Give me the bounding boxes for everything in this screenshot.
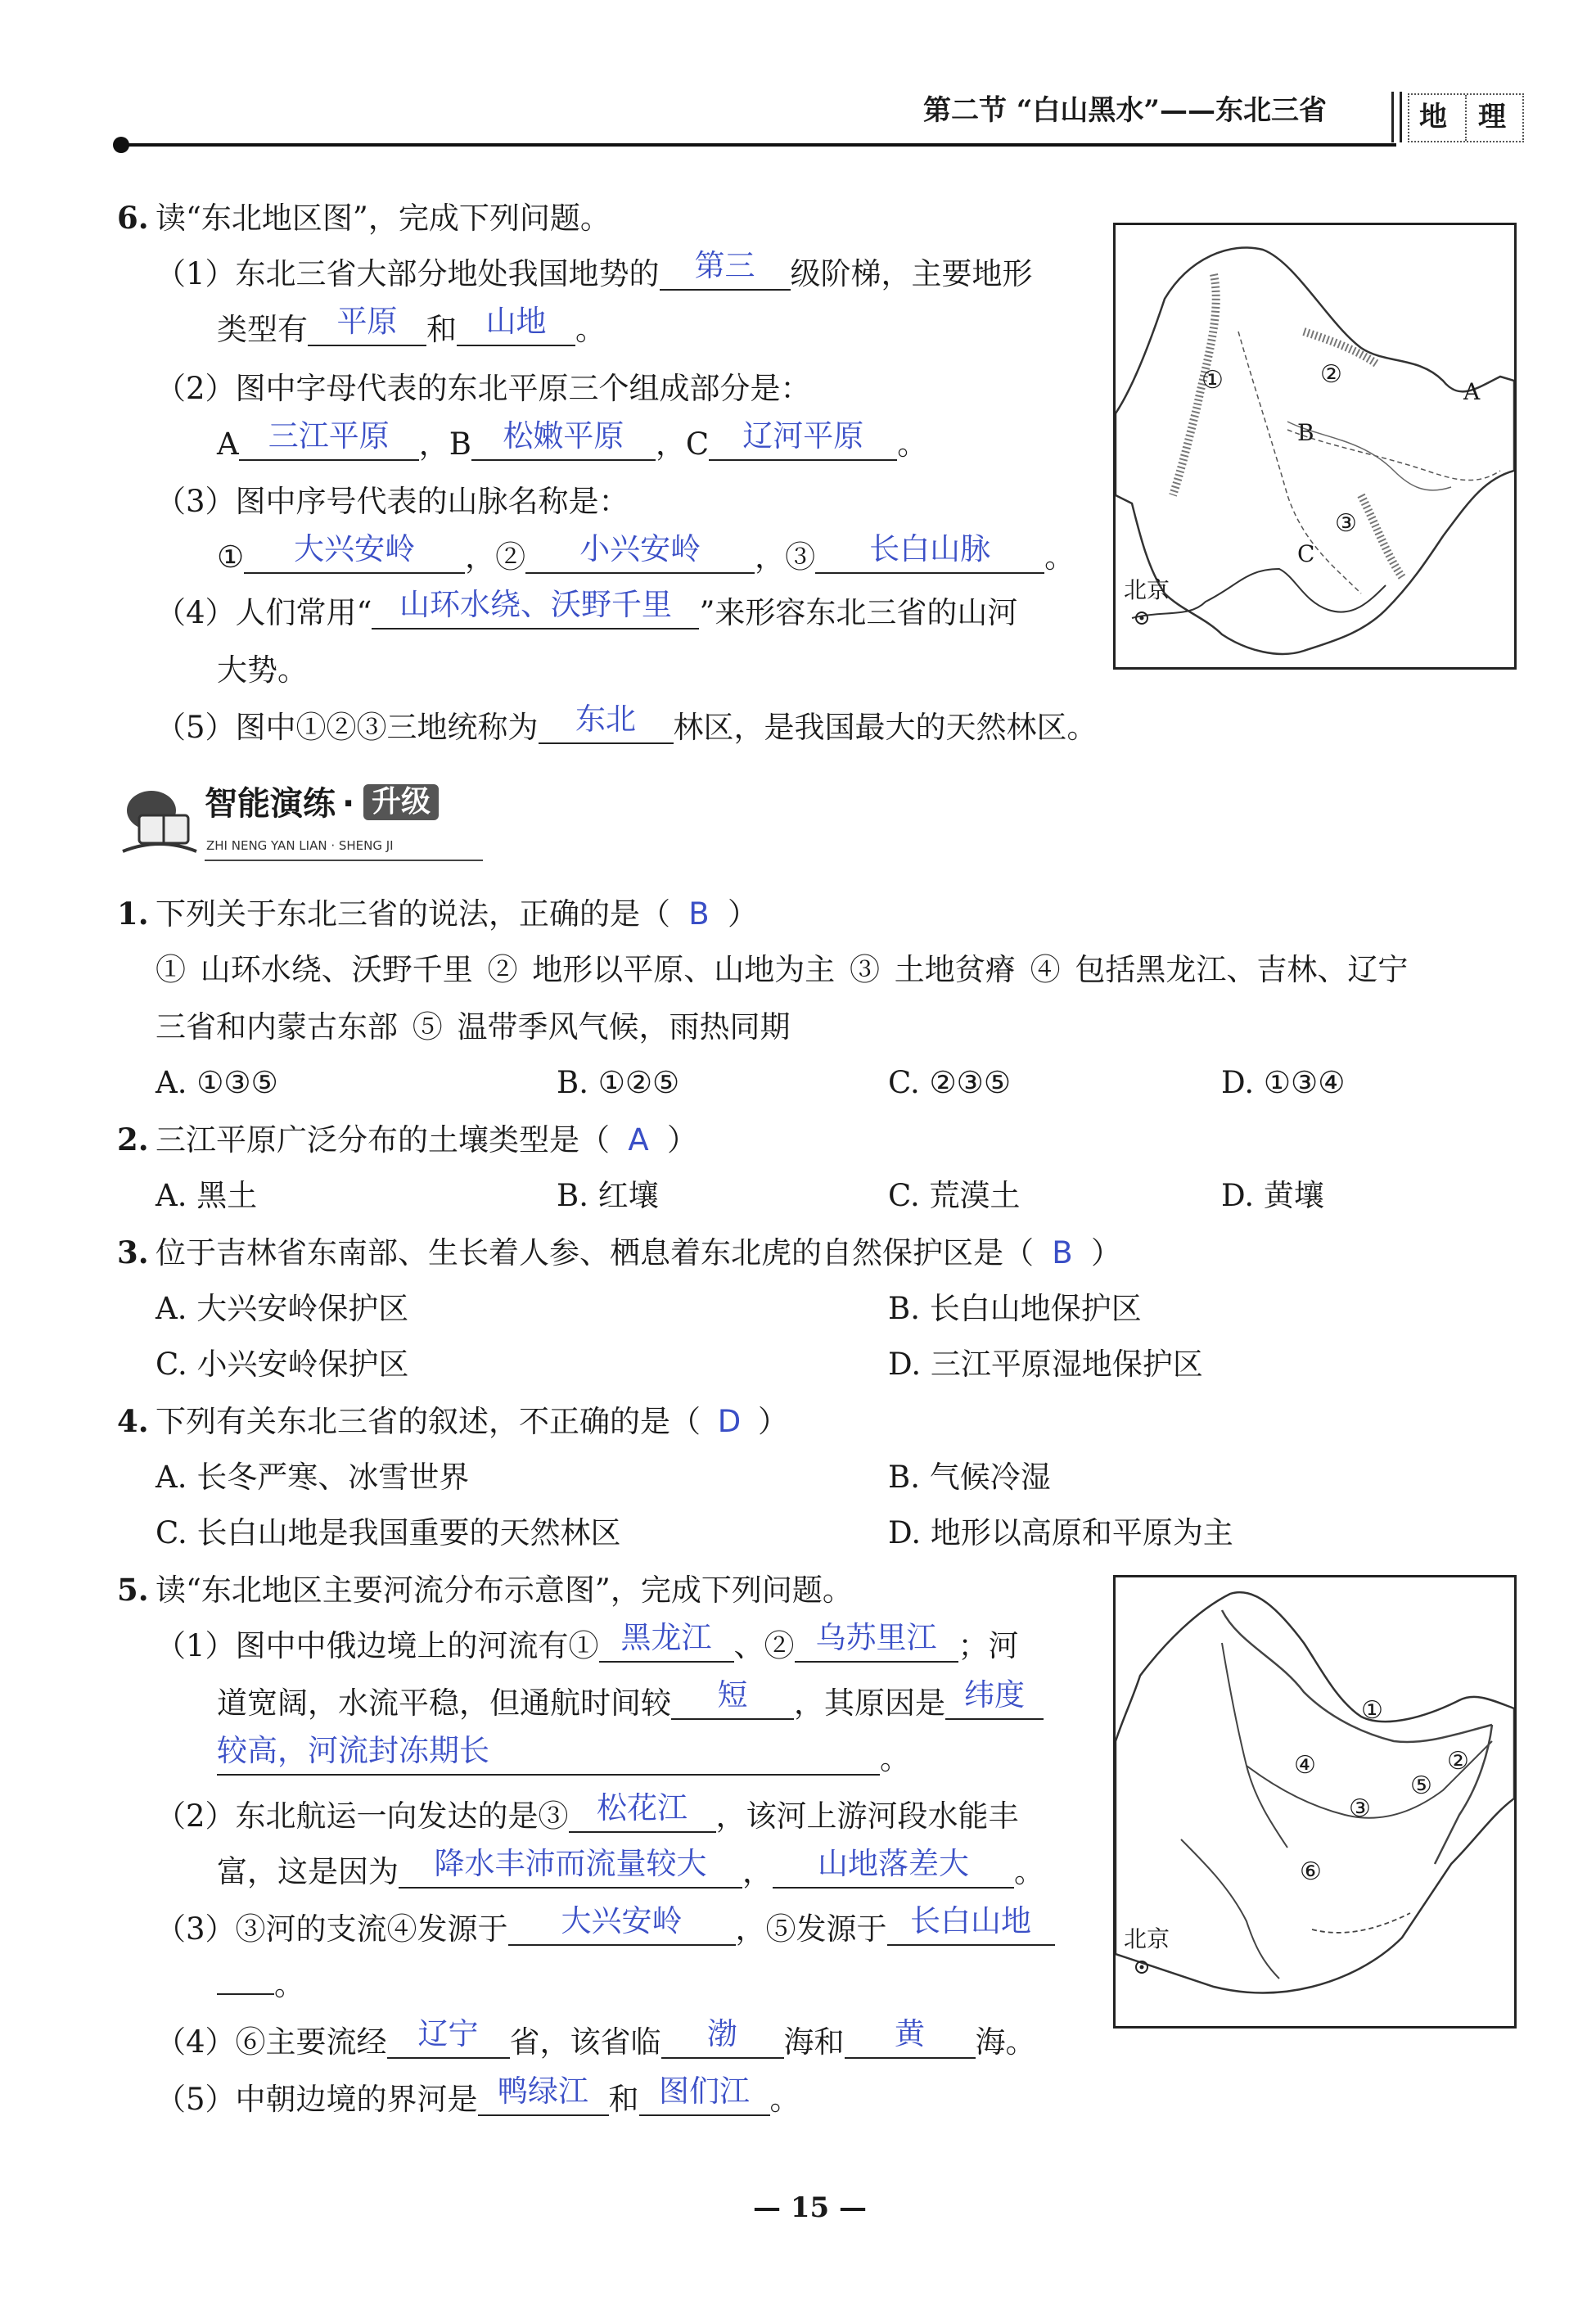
q5-p3-blank2-cont[interactable]	[217, 1993, 274, 1995]
q6-stem: 读“东北地区图”，完成下列问题。	[156, 201, 611, 236]
q5-p1-answer4a: 纬度	[964, 1677, 1025, 1713]
map1-label-1: ①	[1202, 366, 1224, 395]
q5-p5-blank2[interactable]	[639, 2074, 770, 2116]
q5-p3-text-a: （3）③河的支流④发源于	[156, 1911, 508, 1947]
section-title: 智能演练	[205, 785, 336, 823]
map1-label-b: B	[1297, 419, 1314, 446]
q5-p2-answer3: 山地落差大	[818, 1846, 969, 1881]
q6-p3-answer-1: 大兴安岭	[294, 531, 416, 566]
q6-p1-blank1[interactable]	[660, 248, 791, 291]
q5-p2-blank3[interactable]	[773, 1846, 1014, 1889]
mc3-option-b[interactable]: B. 长白山地保护区	[888, 1291, 1142, 1326]
q5-p1-answer2: 乌苏里江	[815, 1620, 937, 1655]
map1-city-dot	[1140, 616, 1144, 621]
q5-p5-answer1: 鸭绿江	[498, 2074, 589, 2109]
q6-p3-end: 。	[1044, 539, 1075, 575]
book-reader-icon	[115, 778, 205, 860]
q5-part1-line1	[156, 1620, 1019, 1663]
mc1-stem-text: 下列关于东北三省的说法，正确的是（	[156, 896, 670, 932]
mc3-stem-text: 位于吉林省东南部、生长着人参、栖息着东北虎的自然保护区是（	[156, 1235, 1034, 1270]
section-subtitle: ZHI NENG YAN LIAN · SHENG JI	[206, 838, 394, 853]
mc2-option-d[interactable]: D. 黄壤	[1221, 1178, 1324, 1213]
q6-p2-answer-b: 松嫩平原	[503, 418, 624, 454]
q5-p2-text-b: ，该河上游河段水能丰	[715, 1798, 1019, 1834]
mc1-stem	[156, 896, 758, 932]
mc2-option-a[interactable]: A. 黑土	[156, 1178, 258, 1213]
q6-p2-end: 。	[897, 426, 928, 462]
q6-p1-text-b: 级阶梯，主要地形	[790, 256, 1033, 291]
map1-label-2: ②	[1320, 360, 1342, 389]
q6-p1-answer1: 第三	[694, 248, 755, 283]
subject-char-2: 理	[1478, 101, 1506, 133]
subject-sep	[1465, 95, 1467, 141]
mc1-option-b[interactable]: B. ①②⑤	[557, 1065, 680, 1100]
map2-label-1: ①	[1361, 1696, 1383, 1725]
q5-p4-blank3[interactable]	[845, 2016, 976, 2059]
mc4-option-d[interactable]: D. 地形以高原和平原为主	[888, 1515, 1233, 1550]
mc2-option-b[interactable]: B. 红壤	[557, 1178, 659, 1213]
mc2-option-c[interactable]: C. 荒漠土	[888, 1178, 1021, 1213]
q5-p1-answer3: 短	[717, 1677, 748, 1713]
header-rule	[123, 143, 1396, 147]
mc1-answer: B	[688, 896, 710, 932]
q5-p3-answer2: 长白山地	[910, 1903, 1032, 1938]
map2-river-nen	[1222, 1643, 1287, 1848]
mc3-stem-close: ）	[1091, 1235, 1121, 1270]
map2-city-label: 北京	[1124, 1925, 1170, 1952]
q5-part2-line1	[156, 1790, 1019, 1834]
northeast-map	[1113, 223, 1517, 670]
mc1-number: 1.	[117, 896, 149, 932]
q5-p5-text-b: 和	[608, 2082, 639, 2117]
q5-p1-blank4[interactable]	[945, 1677, 1044, 1720]
chapter-title: 第二节 “白山黑水”——东北三省	[923, 94, 1327, 127]
mc2-answer: A	[628, 1122, 649, 1158]
q5-p1-end: 。	[880, 1741, 910, 1776]
map1-label-c: C	[1297, 540, 1315, 567]
q5-p2-text-c: 富，这是因为	[217, 1854, 399, 1889]
mc1-option-c[interactable]: C. ②③⑤	[888, 1065, 1012, 1100]
q6-p4-text-b: ”来形容东北三省的山河	[699, 595, 1018, 630]
q5-p4-answer1: 辽宁	[417, 2016, 479, 2051]
mc4-option-b[interactable]: B. 气候冷湿	[888, 1460, 1051, 1495]
q6-part2-line2	[217, 418, 928, 462]
q5-p2-end: 。	[1014, 1854, 1044, 1889]
q6-p2-blank-b[interactable]	[471, 418, 656, 461]
q6-p2-answer-a: 三江平原	[268, 418, 390, 454]
mc3-option-d[interactable]: D. 三江平原湿地保护区	[888, 1347, 1203, 1382]
q5-number: 5.	[117, 1572, 149, 1608]
q6-number: 6.	[117, 200, 149, 236]
q5-p5-end: 。	[769, 2082, 800, 2117]
q6-p1-text-e: 。	[575, 312, 606, 347]
header-divider	[1391, 92, 1394, 142]
q6-p1-answer2: 平原	[336, 304, 398, 339]
q5-part1-line2	[217, 1677, 1044, 1721]
q5-part3-line1	[156, 1903, 1055, 1947]
q6-p4-answer: 山环水绕、沃野千里	[399, 587, 672, 622]
section-title-dot: ·	[342, 785, 355, 823]
q6-p5-answer: 东北	[575, 702, 637, 737]
map2-river-liao	[1181, 1839, 1279, 1979]
q5-p1-blank3[interactable]	[671, 1677, 794, 1720]
q5-part4	[156, 2016, 1036, 2060]
q5-p1-answer1: 黑龙江	[620, 1620, 712, 1655]
q6-part2-line1: （2）图中字母代表的东北平原三个组成部分是：	[156, 371, 811, 406]
map1-label-a: A	[1463, 378, 1481, 405]
q5-p2-text-a: （2）东北航运一向发达的是③	[156, 1798, 569, 1834]
q6-p3-label-3: ，③	[755, 539, 816, 575]
q6-p1-text-c: 类型有	[217, 312, 308, 347]
map2-city-dot	[1140, 1965, 1144, 1970]
map2-label-2: ②	[1447, 1747, 1469, 1776]
river-map-drawing	[1116, 1577, 1514, 2026]
map1-range-2	[1304, 332, 1377, 364]
map2-border	[1116, 1592, 1514, 1992]
q5-p4-text-c: 海和	[783, 2024, 845, 2060]
q6-p2-blank-a[interactable]	[239, 418, 419, 461]
section-header	[115, 778, 507, 868]
subject-char-1: 地	[1419, 101, 1447, 133]
mc4-stem-text: 下列有关东北三省的叙述，不正确的是（	[156, 1404, 701, 1439]
q5-p1-text-e: ，其原因是	[794, 1686, 945, 1721]
q5-p3-text-b: ，⑤发源于	[735, 1911, 887, 1947]
q6-part5	[156, 702, 1098, 745]
q6-p1-answer3: 山地	[485, 304, 547, 339]
q6-p2-answer-c: 辽河平原	[742, 418, 864, 454]
map2-label-6: ⑥	[1300, 1857, 1322, 1886]
map1-provincial-boundary-2	[1287, 430, 1500, 481]
q6-p3-answer-3: 长白山脉	[869, 531, 991, 566]
q5-p1-blank4-cont[interactable]	[217, 1733, 880, 1776]
mc3-option-a[interactable]: A. 大兴安岭保护区	[156, 1291, 409, 1326]
mc4-option-c[interactable]: C. 长白山地是我国重要的天然林区	[156, 1515, 621, 1550]
page-number: — 15 —	[753, 2191, 867, 2224]
q5-p3-blank2[interactable]	[887, 1903, 1055, 1946]
q5-p2-blank2[interactable]	[399, 1846, 742, 1889]
q5-p2-blank1[interactable]	[569, 1790, 716, 1833]
q6-p3-answer-2: 小兴安岭	[579, 531, 701, 566]
mc3-stem	[156, 1235, 1121, 1270]
q5-p1-text-c: ；河	[958, 1628, 1019, 1663]
mc1-statements-line1: ① 山环水绕、沃野千里 ② 地形以平原、山地为主 ③ 土地贫瘠 ④ 包括黑龙江、吉林、辽宁	[156, 952, 1409, 987]
mc4-answer: D	[717, 1404, 742, 1439]
q5-p3-end: 。	[274, 1967, 304, 2002]
section-badge: 升级	[363, 784, 439, 820]
q6-p1-text-d: 和	[426, 312, 457, 347]
q6-p1-blank2[interactable]	[308, 304, 426, 346]
map2-label-4: ④	[1294, 1751, 1316, 1780]
q6-part4-line1	[156, 587, 1018, 630]
mc2-number: 2.	[117, 1121, 149, 1158]
mc4-number: 4.	[117, 1403, 149, 1439]
q6-part4-line2: 大势。	[217, 652, 308, 688]
q5-part1-line3	[217, 1733, 910, 1776]
q5-p4-blank2[interactable]	[661, 2016, 784, 2059]
map1-border	[1116, 248, 1514, 654]
q6-part3-line1: （3）图中序号代表的山脉名称是：	[156, 484, 629, 519]
q5-part2-line2	[217, 1846, 1044, 1889]
mc4-option-a[interactable]: A. 长冬严寒、冰雪世界	[156, 1460, 470, 1495]
q5-p1-text-a: （1）图中中俄边境上的河流有①	[156, 1628, 599, 1663]
q6-p5-text-a: （5）图中①②③三地统称为	[156, 710, 539, 745]
q6-p2-label-c: ，C	[655, 426, 710, 462]
map2-label-3: ③	[1349, 1794, 1371, 1823]
q5-p4-answer2: 渤	[707, 2016, 738, 2051]
q6-p1-blank3[interactable]	[457, 304, 575, 346]
q5-p4-end: 海。	[975, 2024, 1036, 2060]
q6-p2-label-a: A	[217, 426, 239, 462]
q5-p1-text-d: 道宽阔，水流平稳，但通航时间较	[217, 1686, 671, 1721]
mc1-option-a[interactable]: A. ①③⑤	[156, 1065, 278, 1100]
q6-p4-text-a: （4）人们常用“	[156, 595, 372, 630]
mc2-stem	[156, 1122, 697, 1158]
q6-p3-label-1: ①	[217, 539, 245, 575]
map1-range-3	[1361, 495, 1402, 577]
map2-label-5: ⑤	[1410, 1771, 1432, 1800]
q5-part5	[156, 2074, 800, 2117]
subject-box	[1408, 93, 1524, 142]
q6-p3-blank-2[interactable]	[525, 531, 755, 574]
q5-p4-text-a: （4）⑥主要流经	[156, 2024, 387, 2060]
q6-p5-text-b: 林区，是我国最大的天然林区。	[673, 710, 1098, 745]
q6-part3-line2	[217, 531, 1075, 575]
q5-p2-answer2: 降水丰沛而流量较大	[434, 1846, 707, 1881]
q5-p5-answer2: 图们江	[659, 2074, 751, 2109]
q5-p4-blank1[interactable]	[387, 2016, 510, 2059]
q6-p2-label-b: ，B	[418, 426, 471, 462]
q6-p4-blank[interactable]	[372, 587, 699, 630]
mc1-statements-line2: 三省和内蒙古东部 ⑤ 温带季风气候，雨热同期	[156, 1009, 791, 1045]
q5-p1-text-b: 、②	[733, 1628, 795, 1663]
map1-coastline	[1132, 569, 1386, 618]
q5-p4-text-b: 省，该省临	[509, 2024, 661, 2060]
q5-p1-blank2[interactable]	[795, 1620, 958, 1663]
map1-label-3: ③	[1335, 509, 1357, 538]
mc3-answer: B	[1052, 1235, 1073, 1270]
q6-part1-line2	[217, 304, 606, 347]
q5-p2-answer1: 松花江	[597, 1790, 688, 1825]
q5-p3-answer1: 大兴安岭	[561, 1903, 683, 1938]
q6-p5-blank[interactable]	[539, 702, 674, 744]
header-divider-2	[1400, 92, 1402, 142]
q5-part3-line2	[217, 1967, 304, 2002]
mc1-option-d[interactable]: D. ①③④	[1221, 1065, 1346, 1100]
q6-p3-blank-1[interactable]	[244, 531, 465, 574]
q5-p3-blank1[interactable]	[508, 1903, 736, 1946]
q5-p5-text-a: （5）中朝边境的界河是	[156, 2082, 478, 2117]
map2-river-wusuli	[1435, 1725, 1492, 1864]
mc4-stem-close: ）	[758, 1404, 788, 1439]
mc3-number: 3.	[117, 1234, 149, 1270]
section-underline	[205, 860, 483, 861]
q6-p2-blank-c[interactable]	[709, 418, 897, 461]
q5-p1-blank1[interactable]	[599, 1620, 734, 1663]
northeast-map-drawing	[1116, 225, 1514, 667]
q5-p4-answer3: 黄	[895, 2016, 926, 2051]
q6-p1-text-a: （1）东北三省大部分地处我国地势的	[156, 256, 660, 291]
q5-p5-blank1[interactable]	[478, 2074, 609, 2116]
q5-stem: 读“东北地区主要河流分布示意图”，完成下列问题。	[156, 1573, 853, 1608]
map2-river-heilongjiang	[1222, 1610, 1492, 1742]
q6-p3-label-2: ，②	[465, 539, 526, 575]
mc1-stem-close: ）	[728, 896, 758, 932]
mc3-option-c[interactable]: C. 小兴安岭保护区	[156, 1347, 409, 1382]
mc2-stem-close: ）	[667, 1122, 697, 1158]
mc4-stem	[156, 1406, 788, 1437]
map2-river-yalu	[1312, 1913, 1410, 1933]
q6-part1-line1	[156, 248, 1033, 291]
q6-p3-blank-3[interactable]	[815, 531, 1044, 574]
q5-p2-text-d: ，	[742, 1854, 773, 1889]
q5-p1-answer4b: 较高，河流封冻期长	[217, 1733, 489, 1768]
mc2-stem-text: 三江平原广泛分布的土壤类型是（	[156, 1122, 610, 1158]
river-map	[1113, 1575, 1517, 2028]
map1-city-label: 北京	[1124, 576, 1170, 603]
